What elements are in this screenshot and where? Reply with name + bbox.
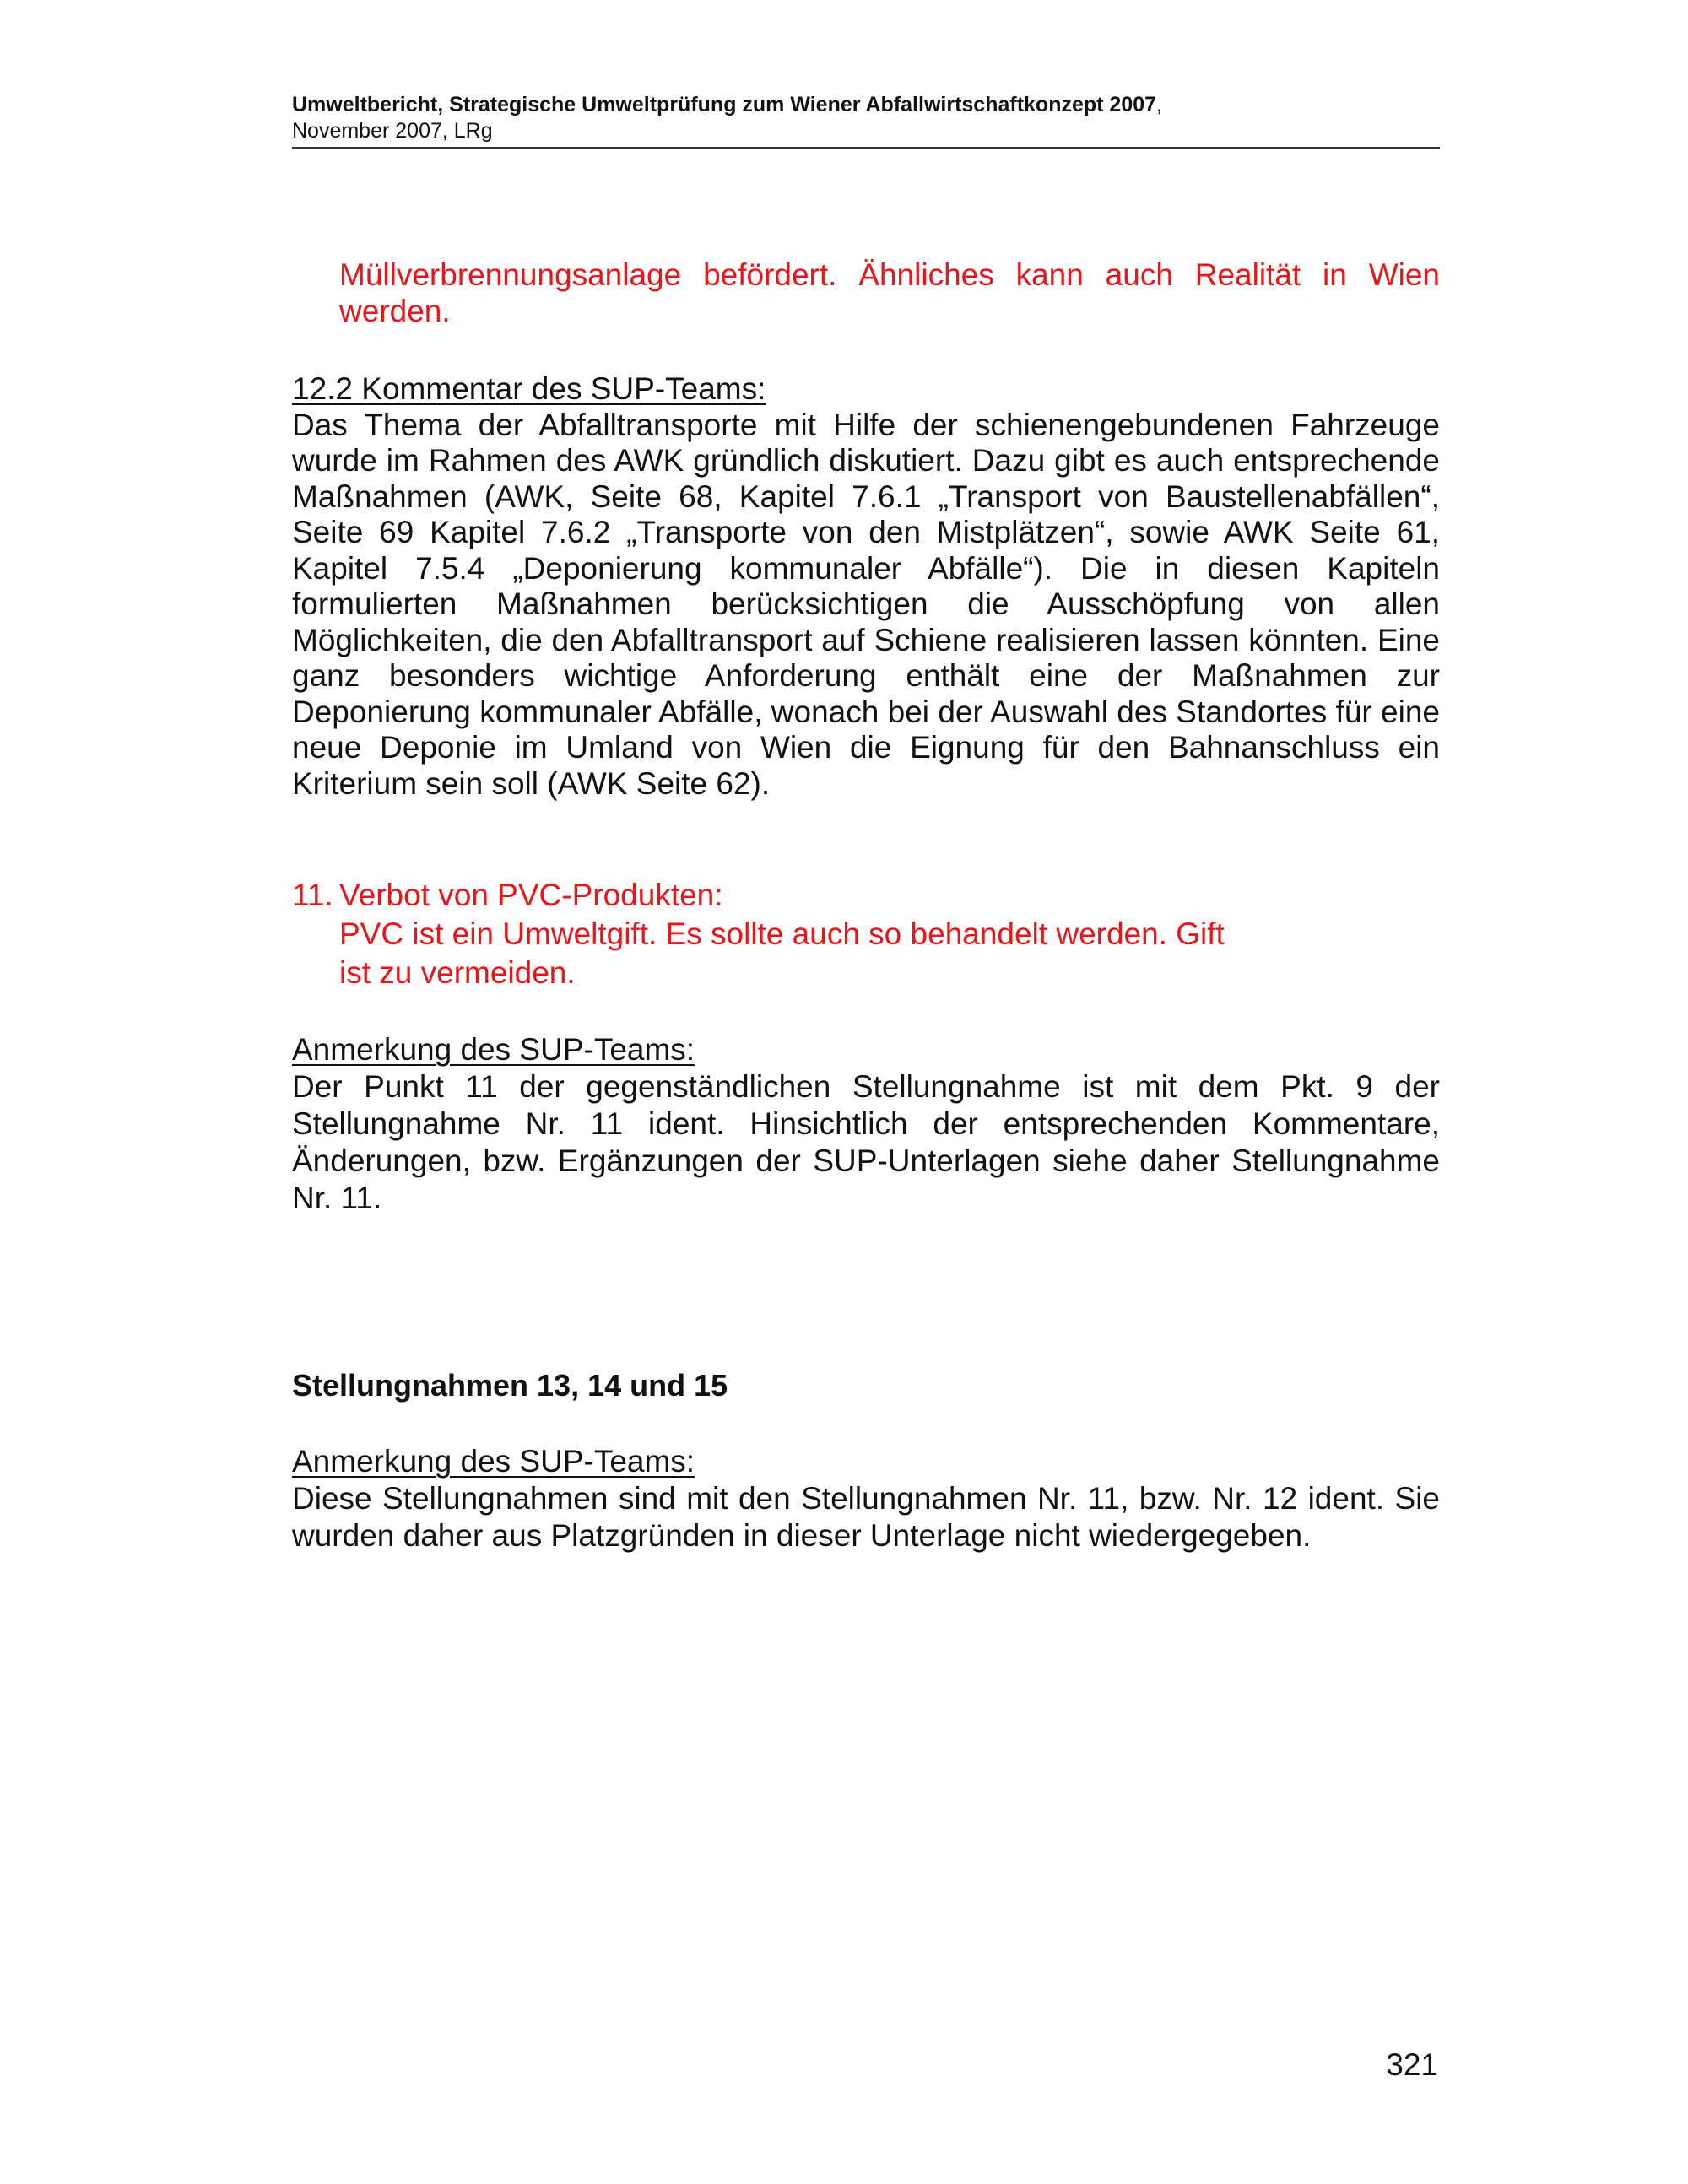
- remark-11-heading: Anmerkung des SUP-Teams:: [292, 1032, 695, 1067]
- item-11-title: Verbot von PVC-Produkten:: [339, 878, 723, 912]
- page-number: 321: [1386, 2047, 1438, 2082]
- remark-11-paragraph: Der Punkt 11 der gegenständlichen Stellungnahme ist mit dem Pkt. 9 der Stellungnahme Nr. 11 ident. Hinsichtlich der entsprechenden Kommentare, Änderungen, bzw. Ergänzungen der SUP-Unterlagen siehe daher Stellungnahme Nr. 11.: [292, 1069, 1440, 1215]
- item-11-number: 11.: [292, 878, 333, 912]
- comment-12-2-section: [292, 371, 1440, 802]
- header-title-bold: Umweltbericht, Strategische Umweltprüfung zum Wiener Abfallwirtschaftkonzept 2007: [292, 93, 1157, 116]
- section-13-15-remark-heading: Anmerkung des SUP-Teams:: [292, 1444, 695, 1479]
- item-11-text: PVC ist ein Umweltgift. Es sollte auch so behandelt werden. Gift ist zu vermeiden.: [339, 916, 1225, 990]
- header-title: [292, 91, 1440, 118]
- header-title-tail: ,: [1156, 93, 1162, 116]
- header-subtitle: November 2007, LRg: [292, 119, 493, 143]
- section-13-15-remark: [292, 1443, 1440, 1554]
- page-header: [292, 91, 1440, 149]
- comment-12-2-heading: 12.2 Kommentar des SUP-Teams:: [292, 371, 766, 406]
- comment-12-2-paragraph: Das Thema der Abfalltransporte mit Hilfe der schienengebundenen Fahrzeuge wurde im Rahmen des AWK gründlich diskutiert. Dazu gibt es auch entsprechende Maßnahmen (AWK, Seite 68, Kapitel 7.6.1 „Transport von Baustellenabfällen“, Seite 69 Kapitel 7.6.2 „Transporte von den Mistplätzen“, sowie AWK Seite 61, Kapitel 7.5.4 „Deponierung kommunaler Abfälle“). Die in diesen Kapiteln formulierten Maßnahmen berücksichtigen die Ausschöpfung von allen Möglichkeiten, die den Abfalltransport auf Schiene realisieren lassen könnten. Eine ganz besonders wichtige Anforderung enthält eine der Maßnahmen zur Deponierung kommunaler Abfälle, wonach bei der Auswahl des Standortes für eine neue Deponie im Umland von Wien die Eignung für den Bahnanschluss ein Kriterium sein soll (AWK Seite 62).: [292, 407, 1440, 801]
- section-13-15-remark-paragraph: Diese Stellungnahmen sind mit den Stellungnahmen Nr. 11, bzw. Nr. 12 ident. Sie wurden daher aus Platzgründen in dieser Unterlage nicht wiedergegeben.: [292, 1481, 1440, 1553]
- remark-11-section: [292, 1031, 1440, 1217]
- continuation-paragraph: Müllverbrennungsanlage befördert. Ähnliches kann auch Realität in Wien werden.: [339, 257, 1440, 328]
- item-11: [292, 876, 1440, 992]
- section-13-15-title: Stellungnahmen 13, 14 und 15: [292, 1368, 728, 1403]
